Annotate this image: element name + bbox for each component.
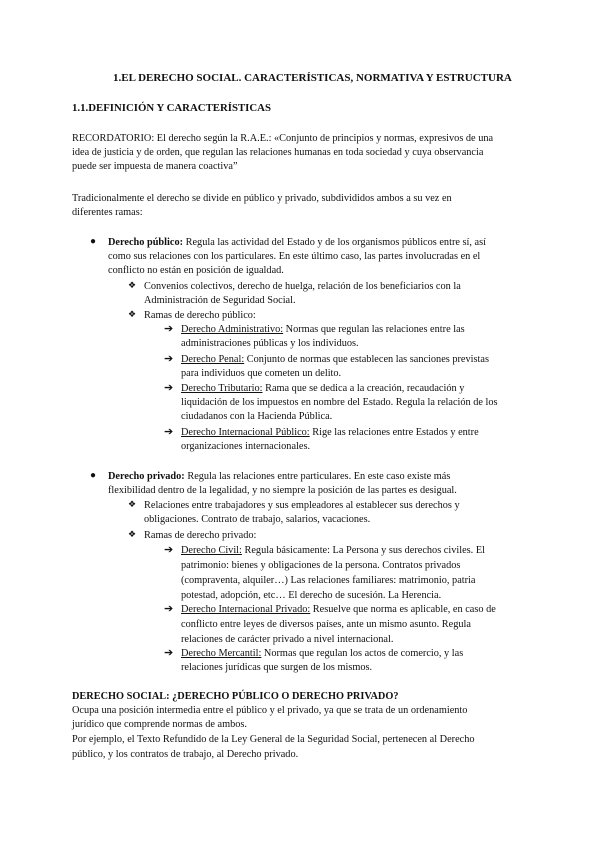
publico-sub-line: Convenios colectivos, derecho de huelga, relación de los beneficiarios con la <box>144 281 461 292</box>
rama-line <box>181 544 485 557</box>
privado-text: Regula las relaciones entre particulares. En este caso existe más <box>184 471 451 482</box>
diamond-icon: ❖ <box>128 529 137 539</box>
rama-line: potestad, adopción, etc… El derecho de sucesión. La Herencia. <box>181 590 442 601</box>
publico-ramas-label: Ramas de derecho público: <box>144 310 256 321</box>
rama-text: Resuelve que norma es aplicable, en caso de <box>310 604 496 615</box>
bullet-icon: ● <box>90 236 97 247</box>
section-heading: 1.1.DEFINICIÓN Y CARACTERÍSTICAS <box>72 102 271 114</box>
social-heading: DERECHO SOCIAL: ¿DERECHO PÚBLICO O DERECHO PRIVADO? <box>72 691 399 702</box>
recordatorio-line: idea de justicia y de orden, que regulan las relaciones humanas en toda sociedad y cuya observancia <box>72 147 484 158</box>
arrow-icon: ➔ <box>164 323 174 335</box>
privado-sub-line: obligaciones. Contrato de trabajo, salarios, vacaciones. <box>144 514 371 525</box>
publico-text: Regula las actividad del Estado y de los organismos públicos entre sí, así <box>183 237 486 248</box>
rama-line <box>181 647 463 660</box>
rama-text: Normas que regulan los actos de comercio, y las <box>261 648 464 659</box>
rama-name: Derecho Civil: <box>181 545 242 556</box>
publico-line: conflicto no están en posición de igualdad. <box>108 265 284 276</box>
privado-line <box>108 470 450 483</box>
recordatorio-line: RECORDATORIO: El derecho según la R.A.E.: «Conjunto de principios y normas, expresivos de una <box>72 133 494 144</box>
rama-line: relaciones jurídicas que surgen de los mismos. <box>181 662 373 673</box>
recordatorio-line: puede ser impuesta de manera coactiva” <box>72 161 238 172</box>
rama-name: Derecho Internacional Privado: <box>181 604 311 615</box>
rama-line: ciudadanos con la Hacienda Pública. <box>181 411 333 422</box>
rama-line <box>181 426 479 439</box>
privado-sub-line: Relaciones entre trabajadores y sus empleadores al establecer sus derechos y <box>144 500 460 511</box>
rama-line: administraciones públicas y los individuos. <box>181 338 359 349</box>
rama-line <box>181 382 464 395</box>
arrow-icon: ➔ <box>164 603 174 615</box>
arrow-icon: ➔ <box>164 382 174 394</box>
intro-line: diferentes ramas: <box>72 207 143 218</box>
rama-line: conflicto entre leyes de diversos países, ante un mismo asunto. Regula <box>181 619 471 630</box>
intro-line: Tradicionalmente el derecho se divide en público y privado, subdivididos ambos a su vez en <box>72 193 452 204</box>
rama-name: Derecho Administrativo: <box>181 324 284 335</box>
rama-name: Derecho Tributario: <box>181 383 263 394</box>
rama-line: patrimonio: bienes y obligaciones de la persona. Contratos privados <box>181 560 461 571</box>
bullet-icon: ● <box>90 470 97 481</box>
publico-label: Derecho público: <box>108 237 184 248</box>
arrow-icon: ➔ <box>164 353 174 365</box>
rama-line: (compraventa, alquiler…) Las relaciones familiares: matrimonio, patria <box>181 575 476 586</box>
social-line: jurídico que comprende normas de ambos. <box>72 719 247 730</box>
rama-line: organizaciones internacionales. <box>181 441 311 452</box>
rama-line <box>181 603 496 616</box>
privado-ramas-label: Ramas de derecho privado: <box>144 530 257 541</box>
document-title: 1.EL DERECHO SOCIAL. CARACTERÍSTICAS, NORMATIVA Y ESTRUCTURA <box>113 72 512 84</box>
rama-name: Derecho Internacional Público: <box>181 427 310 438</box>
rama-line: relaciones de carácter privado a nivel internacional. <box>181 634 394 645</box>
diamond-icon: ❖ <box>128 280 137 290</box>
rama-line: para individuos que cometen un delito. <box>181 368 342 379</box>
rama-text: Regula básicamente: La Persona y sus derechos civiles. El <box>241 545 485 556</box>
rama-line <box>181 323 465 336</box>
privado-label: Derecho privado: <box>108 471 185 482</box>
diamond-icon: ❖ <box>128 499 137 509</box>
social-line: Por ejemplo, el Texto Refundido de la Ley General de la Seguridad Social, pertenecen al Derecho <box>72 734 475 745</box>
arrow-icon: ➔ <box>164 544 174 556</box>
publico-sub-line: Administración de Seguridad Social. <box>144 295 296 306</box>
rama-line <box>181 353 489 366</box>
arrow-icon: ➔ <box>164 426 174 438</box>
rama-text: Normas que regulan las relaciones entre las <box>283 324 465 335</box>
rama-text: Conjunto de normas que establecen las sanciones previstas <box>244 354 489 365</box>
rama-name: Derecho Penal: <box>181 354 245 365</box>
rama-name: Derecho Mercantil: <box>181 648 262 659</box>
social-line: Ocupa una posición intermedia entre el público y el privado, ya que se trata de un ordenamiento <box>72 705 468 716</box>
arrow-icon: ➔ <box>164 647 174 659</box>
publico-line <box>108 236 486 249</box>
rama-text: Rama que se dedica a la creación, recaudación y <box>262 383 465 394</box>
social-line: público, y los contratos de trabajo, al Derecho privado. <box>72 749 299 760</box>
rama-text: Rige las relaciones entre Estados y entre <box>309 427 479 438</box>
publico-line: como sus relaciones con los particulares. En este último caso, las partes involucradas en el <box>108 251 481 262</box>
privado-line: flexibilidad dentro de la legalidad, y no siempre la posición de las partes es desigual. <box>108 485 457 496</box>
diamond-icon: ❖ <box>128 309 137 319</box>
rama-line: liquidación de los impuestos en nombre del Estado. Regula la relación de los <box>181 397 498 408</box>
